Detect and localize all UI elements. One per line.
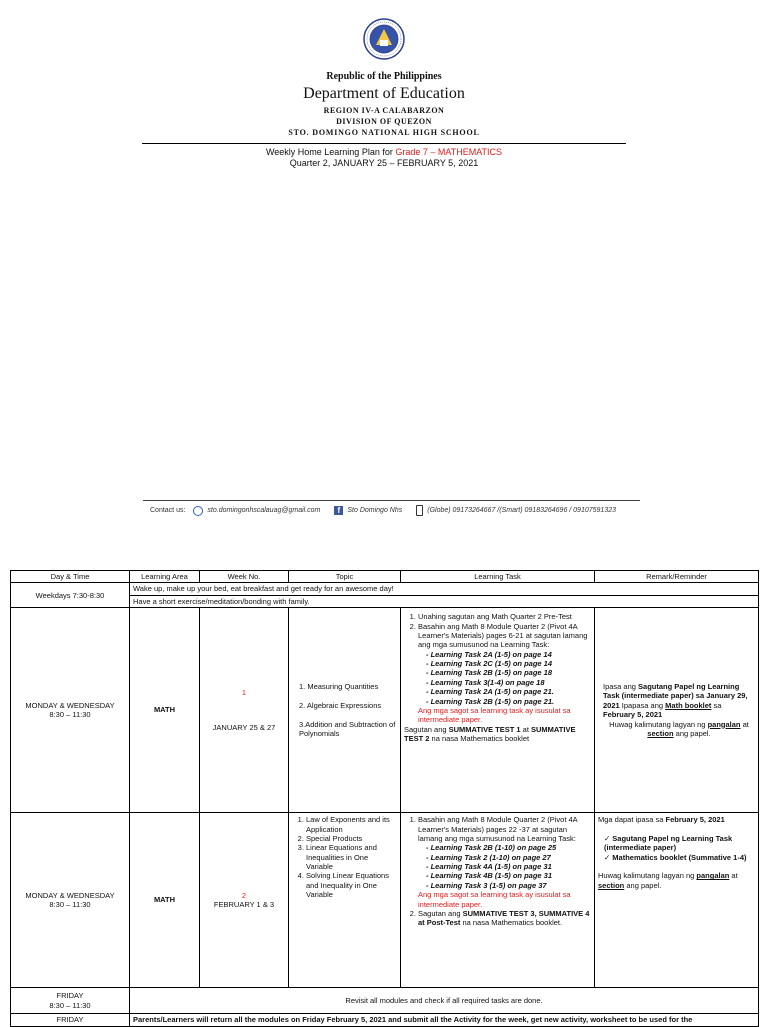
plan-subject: Grade 7 – MATHEMATICS: [395, 147, 503, 157]
table-row: [11, 813, 759, 988]
text-fragment: Math booklet: [665, 700, 712, 710]
division-line: DIVISION OF QUEZON: [336, 117, 432, 126]
subtask-item: - Learning Task 3(1-4) on page 18: [426, 678, 591, 687]
text-fragment: ang papel.: [624, 880, 662, 890]
text-fragment: at: [729, 871, 738, 881]
table-row: [11, 988, 759, 1014]
text-fragment: SUMMATIVE TEST 3, SUMMATIVE 4 at Post-Test: [418, 908, 590, 928]
text-fragment: na nasa Mathematics booklet: [429, 734, 530, 743]
topic-item: 4. Solving Linear Equations and Inequality in One Variable: [306, 871, 397, 899]
subtask-item: - Learning Task 4B (1-5) on page 31: [426, 871, 591, 880]
week-number: 1: [241, 687, 247, 697]
task-list: [404, 815, 591, 928]
contact-label: Contact us:: [150, 507, 186, 514]
day-time-cell: FRIDAY: [11, 1014, 130, 1026]
subtask-item: - Learning Task 2C (1-5) on page 14: [426, 659, 591, 668]
answer-note: Ang mga sagot sa learning task ay isusulat sa intermediate paper.: [418, 705, 571, 725]
topic-cell: [289, 608, 401, 813]
time-label: 8:30 – 11:30: [49, 1000, 91, 1010]
deped-seal-logo: [363, 18, 405, 60]
task-item: 1. Unahing sagutan ang Math Quarter 2 Pre-Test: [418, 612, 591, 621]
text-fragment: February 5, 2021: [665, 815, 725, 825]
day-time-cell: [11, 813, 130, 988]
topic-item: 3. Linear Equations and Inequalities in One Variable: [306, 843, 397, 871]
day-label: MONDAY & WEDNESDAY: [25, 700, 115, 710]
text-fragment: Mga dapat ipasa sa: [598, 815, 666, 825]
friday-return-note: Parents/Learners will return all the modules on Friday February 5, 2021 and submit all the Activity for the week, get new activity, worksheet to be used for the: [130, 1014, 759, 1026]
remark-cell: [595, 608, 759, 813]
header-cell: Day & Time: [11, 571, 130, 583]
text-fragment: Ipapasa ang: [619, 700, 666, 710]
weekdays-line-1: Wake up, make up your bed, eat breakfast and get ready for an awesome day!: [130, 583, 759, 595]
task-text: Basahin ang Math 8 Module Quarter 2 (Pivot 4A Learner's Materials) pages 22 -37 at sagutan lamang ang mga sumusunod na Learning Task:: [418, 815, 578, 843]
facebook-icon: f: [334, 506, 343, 515]
text-fragment: pangalan: [696, 871, 730, 881]
time-label: 8:30 – 11:30: [49, 900, 91, 910]
contact-divider: [143, 500, 640, 501]
week-cell: [200, 608, 289, 813]
school-line: STO. DOMINGO NATIONAL HIGH SCHOOL: [288, 128, 480, 137]
text-fragment: ang papel.: [673, 728, 711, 738]
text-fragment: Ipasa ang: [603, 682, 639, 691]
text-fragment: na nasa Mathematics booklet.: [460, 918, 563, 928]
table-row: [11, 1014, 759, 1026]
remark-cell: [595, 813, 759, 988]
phone-icon: [416, 505, 423, 516]
day-time-cell: [11, 988, 130, 1014]
task-item: [418, 815, 591, 909]
checklist-item: ✓ Mathematics booklet (Summative 1-4): [604, 853, 755, 862]
text-fragment: SUMMATIVE TEST 2: [404, 724, 576, 743]
week-number: 2: [241, 890, 247, 900]
time-label: 8:30 – 11:30: [49, 710, 91, 720]
subtask-item: - Learning Task 2A (1-5) on page 21.: [426, 687, 591, 696]
text-fragment: Huwag kalimutang lagyan ng: [609, 719, 708, 729]
text-fragment: section: [647, 728, 674, 738]
text-fragment: Sagutang Papel ng Learning Task (intermediate paper) sa January 29, 2021: [603, 682, 748, 710]
subtask-item: - Learning Task 2B (1-10) on page 25: [426, 843, 591, 852]
text-fragment: at: [520, 724, 532, 734]
subtask-list: [418, 843, 591, 890]
text-fragment: sa: [711, 700, 722, 710]
topic-item: 1. Measuring Quantities: [299, 682, 379, 691]
department-title: Department of Education: [303, 85, 465, 102]
table-header-row: [11, 571, 759, 583]
subtask-item: - Learning Task 3 (1-5) on page 37: [426, 881, 591, 890]
task-text: Basahin ang Math 8 Module Quarter 2 (Pivot 4A Learner's Materials) pages 6-21 at sagutan lamang ang mga sumusunod na Learning Task:: [418, 621, 588, 650]
answer-note: Ang mga sagot sa learning task ay isusulat sa intermediate paper.: [418, 890, 571, 909]
topic-item: 2. Algebraic Expressions: [299, 700, 382, 710]
task-item: [418, 622, 591, 725]
subtask-item: - Learning Task 2A (1-5) on page 14: [426, 650, 591, 659]
header-cell: Learning Task: [401, 571, 595, 583]
plan-quarter: Quarter 2, JANUARY 25 – FEBRUARY 5, 2021: [289, 158, 479, 168]
task-item: [418, 909, 591, 928]
text-fragment: at: [740, 719, 749, 729]
contact-bar: [150, 505, 616, 516]
topic-item: 1. Law of Exponents and its Application: [306, 815, 397, 834]
topic-cell: [289, 813, 401, 988]
learning-task-cell: [401, 813, 595, 988]
weekdays-time-cell: Weekdays 7:30-8:30: [11, 583, 130, 608]
reminder-note: [598, 871, 755, 890]
contact-facebook[interactable]: Sto Domingo Nhs: [347, 507, 403, 514]
learning-area-cell: MATH: [130, 608, 200, 813]
day-time-cell: [11, 608, 130, 813]
day-label: FRIDAY: [56, 991, 84, 1001]
text-fragment: Huwag kalimutang lagyan ng: [598, 871, 697, 881]
header-cell: Week No.: [200, 571, 289, 583]
text-fragment: pangalan: [707, 719, 741, 729]
text-fragment: SUMMATIVE TEST 1: [448, 724, 521, 734]
learning-task-cell: [401, 608, 595, 813]
plan-title: [0, 147, 768, 157]
republic-line: Republic of the Philippines: [326, 71, 442, 82]
text-fragment: section: [598, 880, 625, 890]
contact-phones: (Globe) 09173264667 /(Smart) 09183264696 / 09107591323: [427, 507, 616, 514]
plan-title-prefix: Weekly Home Learning Plan for: [265, 147, 396, 157]
reminder-note: [603, 720, 755, 739]
task-list: [404, 612, 591, 725]
email-icon: [193, 506, 203, 516]
text-fragment: Sagutan ang: [404, 724, 449, 734]
subtask-item: - Learning Task 4A (1-5) on page 31: [426, 862, 591, 871]
checklist-item: ✓ Sagutang Papel ng Learning Task (intermediate paper): [604, 834, 755, 853]
header-cell: Learning Area: [130, 571, 200, 583]
remark-intro: [598, 815, 755, 824]
week-dates: FEBRUARY 1 & 3: [213, 900, 275, 910]
subtask-item: - Learning Task 2B (1-5) on page 18: [426, 668, 591, 677]
text-fragment: Sagutan ang: [418, 908, 463, 918]
region-line: REGION IV-A CALABARZON: [323, 106, 445, 115]
subtask-item: - Learning Task 2 (1-10) on page 27: [426, 853, 591, 862]
day-label: MONDAY & WEDNESDAY: [25, 890, 115, 900]
table-row: [11, 583, 759, 595]
topic-item: 3.Addition and Subtraction of Polynomials: [299, 719, 396, 738]
header-divider: [142, 143, 626, 144]
topic-list: [292, 815, 397, 899]
header-cell: Topic: [289, 571, 401, 583]
week-dates: JANUARY 25 & 27: [212, 723, 276, 733]
checklist: [598, 834, 755, 862]
summative-instruction: [404, 725, 591, 744]
learning-area-cell: MATH: [130, 813, 200, 988]
weekdays-line-2: Have a short exercise/meditation/bonding with family.: [130, 595, 759, 607]
table-row: [11, 608, 759, 813]
subtask-item: - Learning Task 2B (1-5) on page 21.: [426, 697, 591, 706]
contact-email[interactable]: sto.domingonhscalauag@gmail.com: [207, 507, 321, 514]
friday-activity: Revisit all modules and check if all required tasks are done.: [130, 988, 759, 1014]
week-cell: [200, 813, 289, 988]
text-fragment: February 5, 2021: [603, 710, 663, 720]
learning-plan-table: [10, 570, 759, 1027]
topic-item: 2. Special Products: [306, 834, 397, 843]
header-cell: Remark/Reminder: [595, 571, 759, 583]
subtask-list: [418, 650, 591, 706]
